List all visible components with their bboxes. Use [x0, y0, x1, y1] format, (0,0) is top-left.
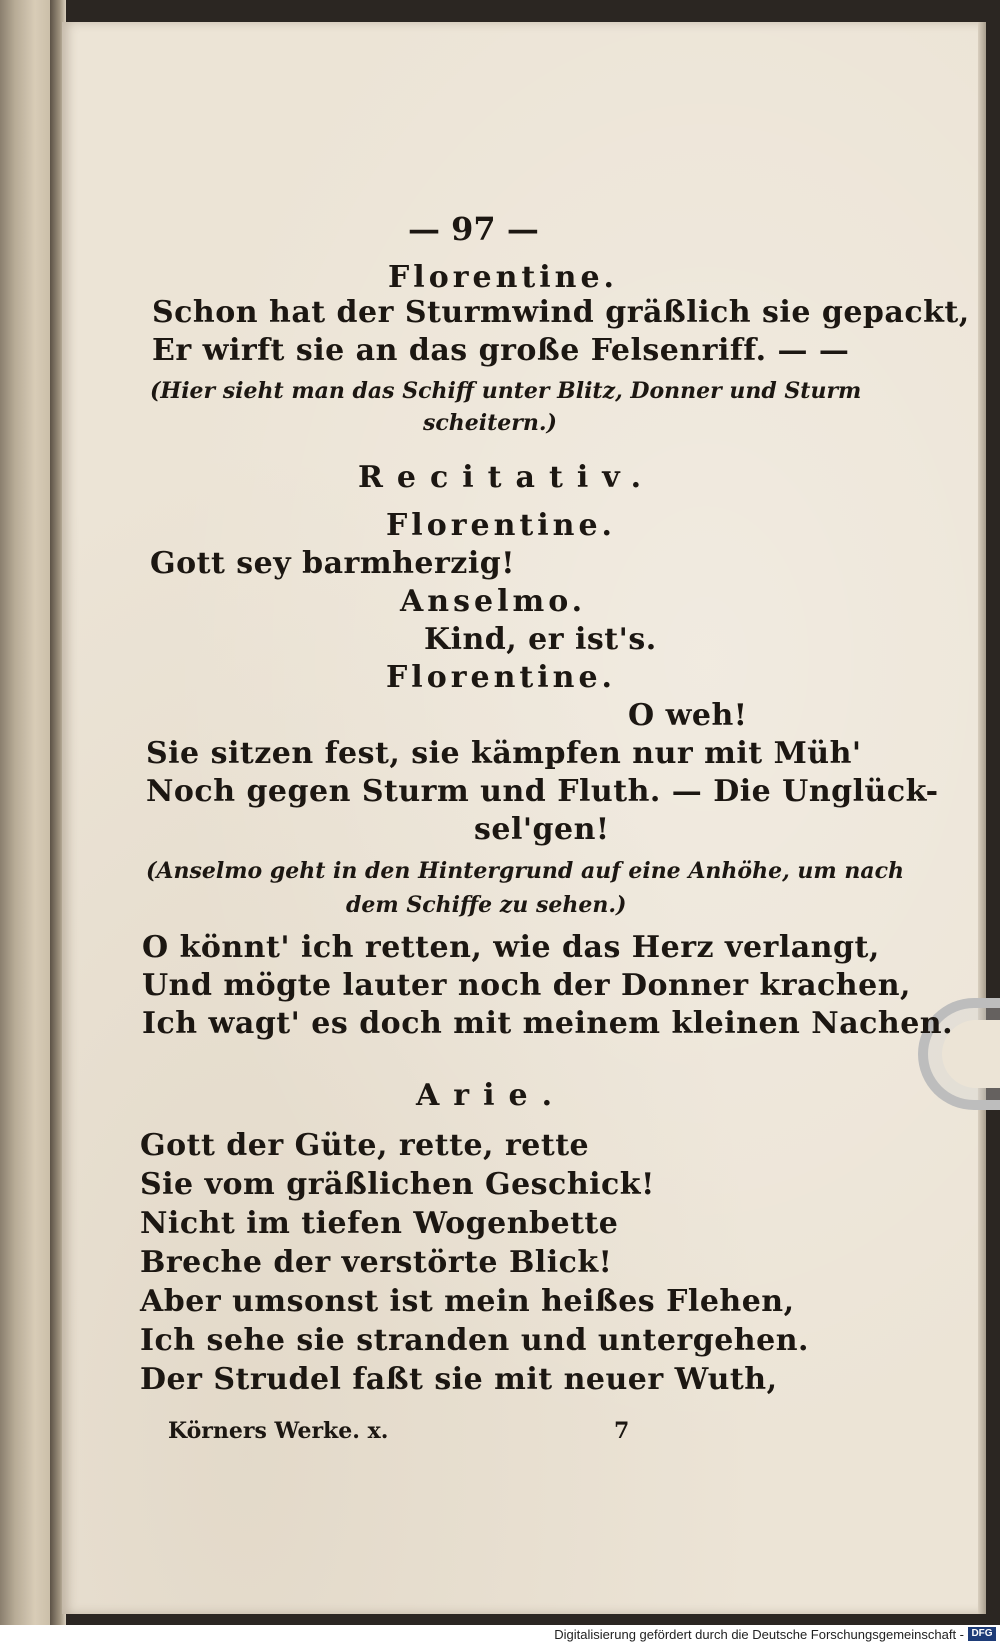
verse-line: Ich wagt' es doch mit meinem kleinen Nachen.: [142, 1006, 954, 1041]
verse-line: Aber umsonst ist mein heißes Flehen,: [140, 1284, 795, 1319]
stage-direction: scheitern.): [423, 410, 557, 436]
verse-line: Er wirft sie an das große Felsenriff. — —: [152, 333, 850, 368]
verse-line: Sie vom gräßlichen Geschick!: [140, 1167, 655, 1202]
verse-line: Gott sey barmherzig!: [150, 546, 515, 581]
funding-credit: Digitalisierung gefördert durch die Deutsche Forschungsgemeinschaft -: [554, 1627, 964, 1642]
verse-line: Breche der verstörte Blick!: [140, 1245, 613, 1280]
speaker-florentine: Florentine.: [386, 660, 617, 695]
verse-line: Kind, er ist's.: [424, 622, 657, 657]
dfg-logo-icon: DFG: [968, 1627, 996, 1641]
section-heading-arie: Arie.: [416, 1078, 567, 1113]
verse-line: sel'gen!: [474, 812, 610, 847]
stage-direction: dem Schiffe zu sehen.): [346, 892, 627, 918]
verse-line: Der Strudel faßt sie mit neuer Wuth,: [140, 1362, 778, 1397]
verse-line: Sie sitzen fest, sie kämpfen nur mit Müh': [146, 736, 862, 771]
verse-line: Ich sehe sie stranden und untergehen.: [140, 1323, 809, 1358]
verse-line: Und mögte lauter noch der Donner krachen,: [142, 968, 911, 1003]
verse-line: Gott der Güte, rette, rette: [140, 1128, 590, 1163]
sheet-number: 7: [614, 1418, 630, 1444]
page-number: — 97 —: [408, 210, 539, 248]
section-heading-recitativ: Recitativ.: [358, 460, 656, 495]
verse-line: Nicht im tiefen Wogenbette: [140, 1206, 619, 1241]
stage-direction: (Hier sieht man das Schiff unter Blitz, Donner und Sturm: [150, 378, 862, 404]
signature-mark: Körners Werke. x.: [168, 1418, 389, 1444]
verse-line: O weh!: [628, 698, 748, 733]
verse-line: O könnt' ich retten, wie das Herz verlangt,: [142, 930, 880, 965]
stage-direction: (Anselmo geht in den Hintergrund auf eine Anhöhe, um nach: [146, 858, 904, 884]
speaker-florentine: Florentine.: [386, 508, 617, 543]
verse-line: Schon hat der Sturmwind gräßlich sie gepackt,: [152, 295, 970, 330]
speaker-florentine: Florentine.: [388, 260, 619, 295]
speaker-anselmo: Anselmo.: [400, 584, 587, 619]
verse-line: Noch gegen Sturm und Fluth. — Die Unglück-: [146, 774, 939, 809]
